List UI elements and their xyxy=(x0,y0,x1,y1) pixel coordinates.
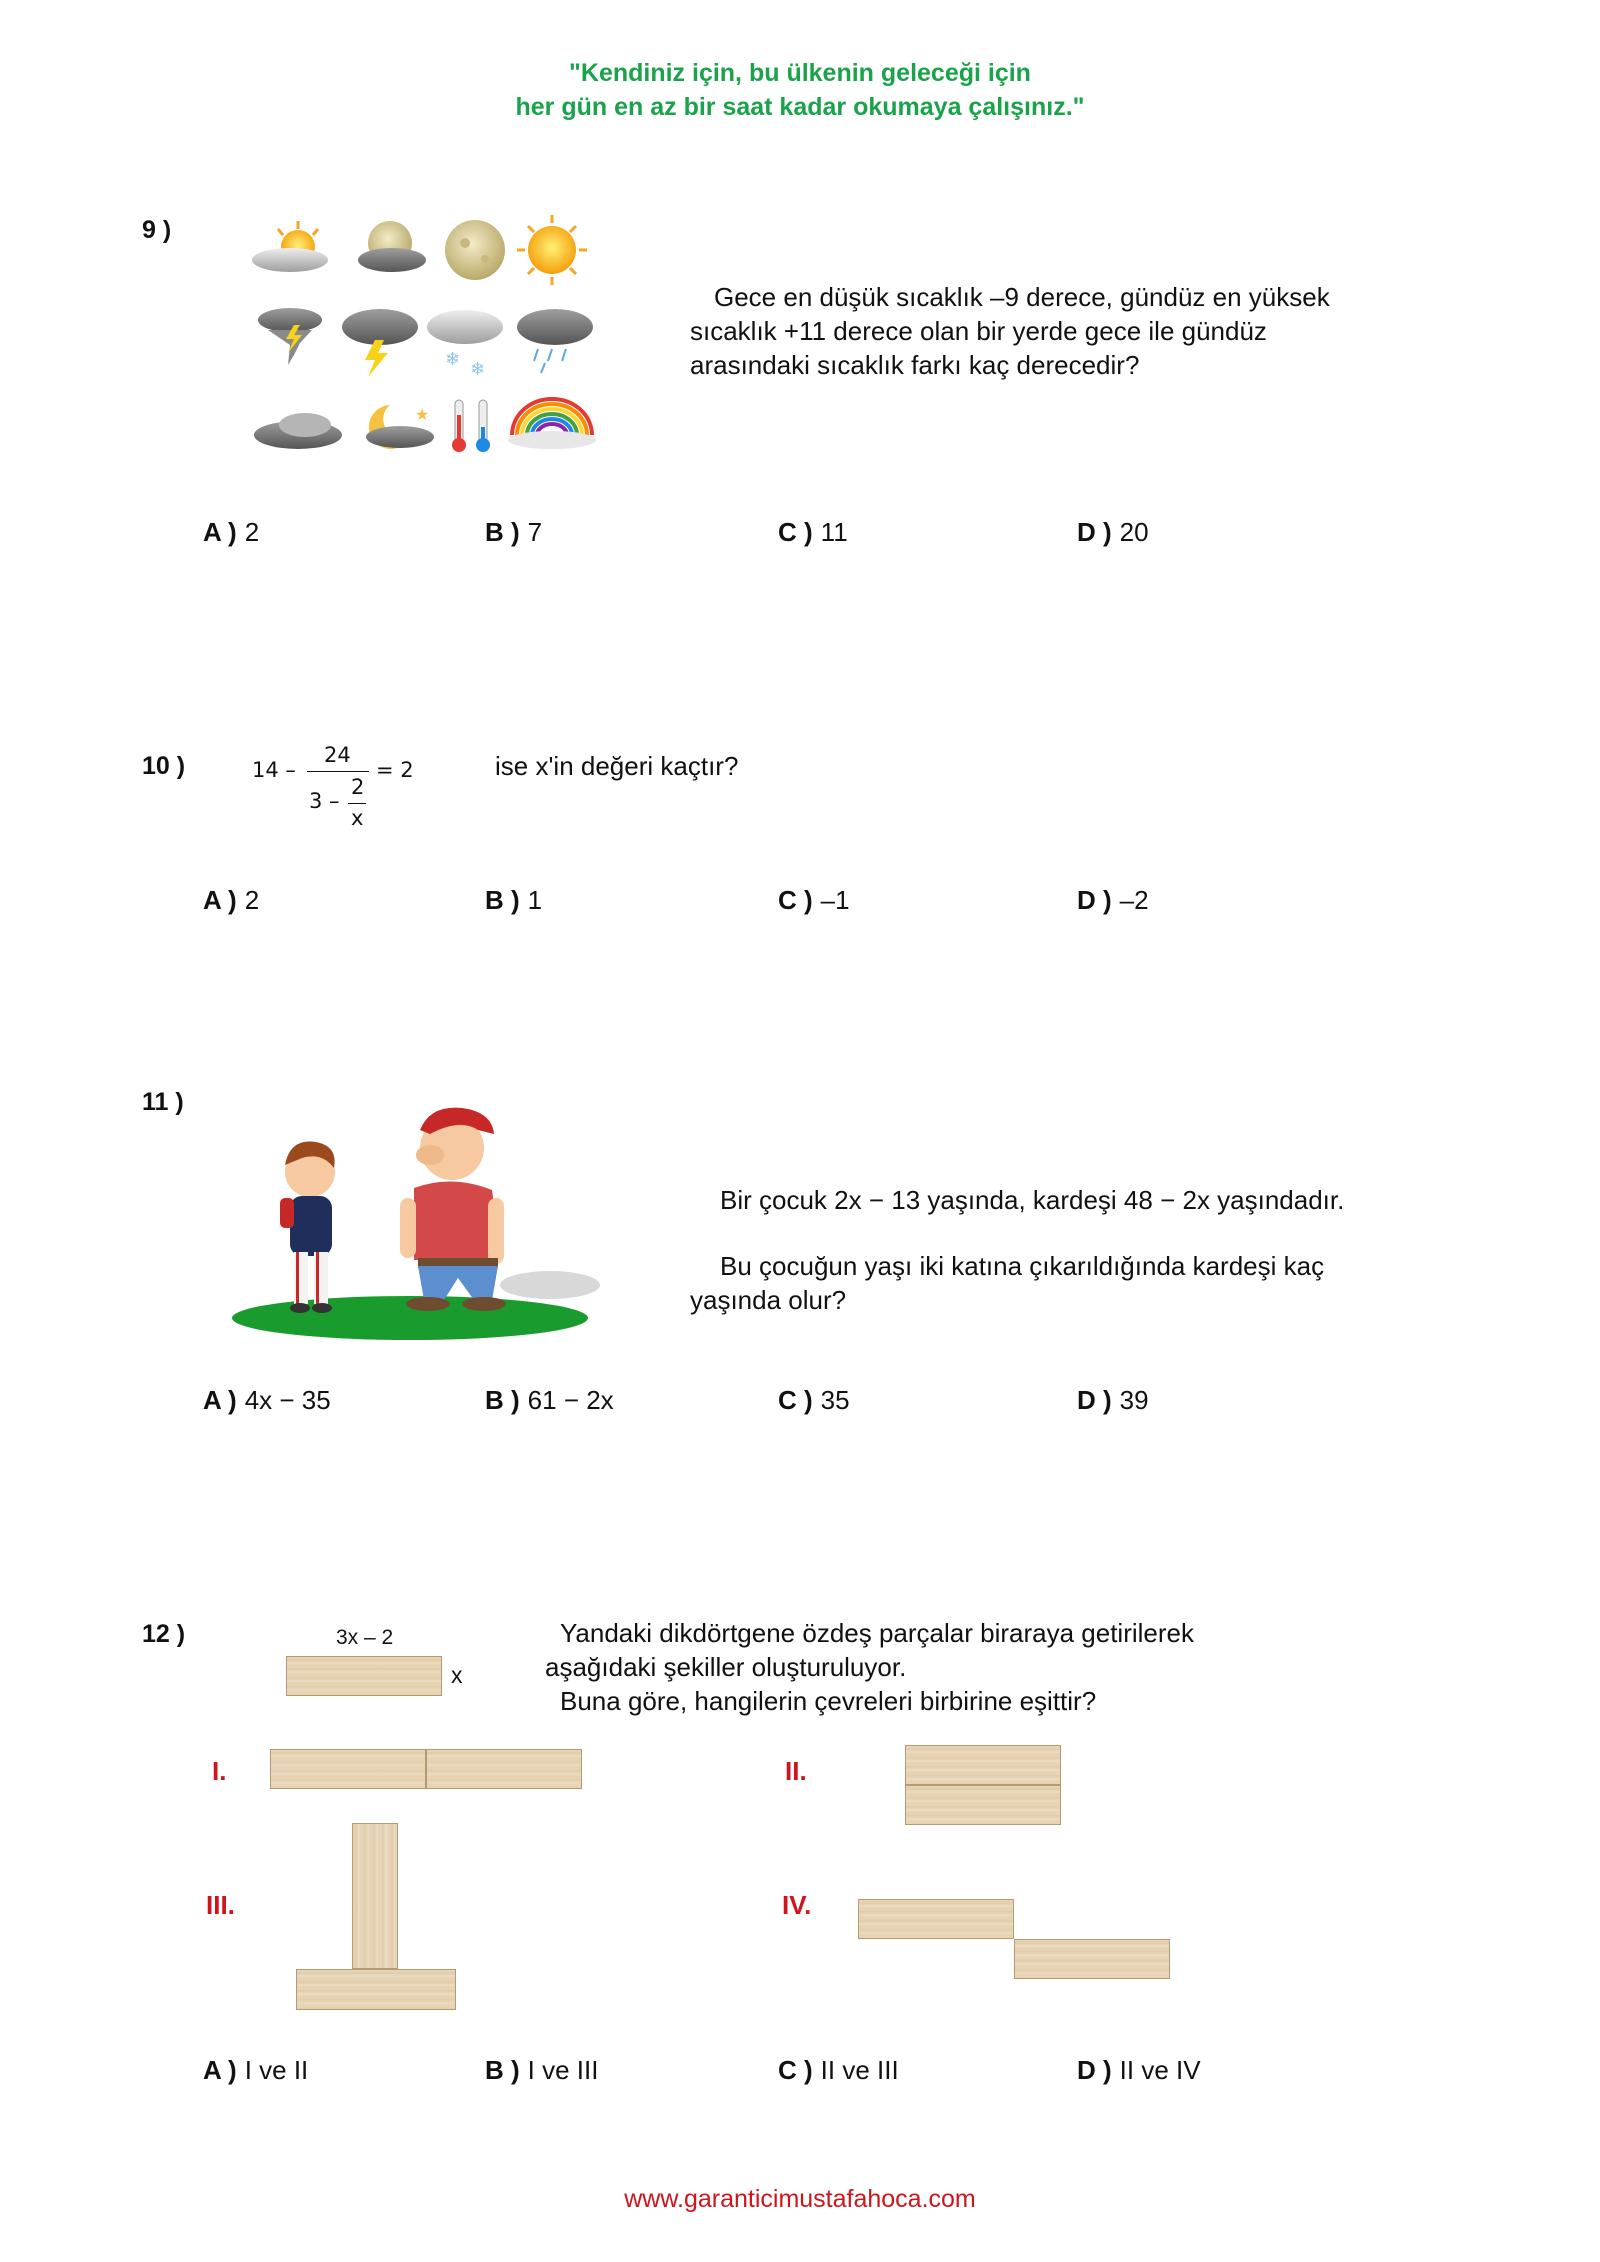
question-12-text xyxy=(545,1616,1545,1718)
option-letter: D ) xyxy=(1077,517,1112,547)
option-letter: A ) xyxy=(203,885,237,915)
sun-cloud-icon xyxy=(252,221,328,272)
thermometer-icon xyxy=(452,400,490,452)
header-quote xyxy=(0,56,1600,124)
weather-icons-grid xyxy=(250,215,602,475)
question-12-line-3: Buna göre, hangilerin çevreleri birbirine eşittir? xyxy=(560,1686,1097,1716)
option-value: 61 − 2x xyxy=(527,1385,614,1415)
figure-ii-piece-2 xyxy=(905,1785,1061,1825)
eq-numerator: 24 xyxy=(324,743,351,767)
footer-url[interactable]: www.garanticimustafahoca.com xyxy=(624,2185,976,2213)
question-10-number: 10 ) xyxy=(142,752,186,780)
figure-iii-vertical-piece xyxy=(352,1823,398,1969)
svg-text:❄: ❄ xyxy=(470,359,486,379)
option-value: II ve IV xyxy=(1119,2055,1201,2085)
option-value: –2 xyxy=(1119,885,1149,915)
figure-ii-piece-1 xyxy=(905,1745,1061,1785)
question-9-number: 9 ) xyxy=(142,216,172,244)
eq-main-fraction-bar xyxy=(307,771,369,772)
boy-figure xyxy=(280,1141,335,1313)
q10-equation xyxy=(252,740,432,840)
question-11-text-2a: Bu çocuğun yaşı iki katına çıkarıldığında kardeşi kaç xyxy=(720,1251,1325,1281)
option-value: 2 xyxy=(244,885,260,915)
eq-denominator-left: 3 – xyxy=(309,789,340,813)
sun-icon xyxy=(517,215,587,285)
option-value: 11 xyxy=(820,517,848,547)
cloud-icon xyxy=(254,413,342,449)
night-cloud-icon xyxy=(366,405,434,449)
question-11-text-2b: yaşında olur? xyxy=(690,1285,847,1315)
q11-option-c[interactable] xyxy=(778,1385,850,1416)
q12-option-b[interactable] xyxy=(485,2055,598,2086)
q12-option-d[interactable] xyxy=(1077,2055,1201,2086)
option-value: 1 xyxy=(527,885,543,915)
q11-option-d[interactable] xyxy=(1077,1385,1149,1416)
option-letter: B ) xyxy=(485,1385,520,1415)
q10-option-b[interactable] xyxy=(485,885,542,916)
eq-outer-left: 14 – xyxy=(252,758,296,782)
q9-option-a[interactable] xyxy=(203,517,259,548)
q9-option-c[interactable] xyxy=(778,517,848,548)
question-9-line-2: sıcaklık +11 derece olan bir yerde gece ile gündüz xyxy=(690,316,1267,346)
option-value: I ve II xyxy=(244,2055,309,2085)
q11-option-a[interactable] xyxy=(203,1385,331,1416)
q9-option-b[interactable] xyxy=(485,517,542,548)
option-value: 20 xyxy=(1119,517,1149,547)
option-value: 35 xyxy=(820,1385,850,1415)
figure-iii-horizontal-piece xyxy=(296,1969,456,2010)
snow-cloud-icon xyxy=(427,310,503,379)
eq-inner-fraction-bar xyxy=(348,803,366,804)
figure-label-iii: III. xyxy=(206,1890,235,1920)
figure-i-piece-2 xyxy=(426,1749,582,1789)
q10-option-a[interactable] xyxy=(203,885,259,916)
option-value: 4x − 35 xyxy=(244,1385,331,1415)
full-moon-icon xyxy=(445,220,505,280)
figure-label-i: I. xyxy=(212,1756,227,1786)
option-letter: D ) xyxy=(1077,2055,1112,2085)
option-value: I ve III xyxy=(527,2055,599,2085)
option-letter: B ) xyxy=(485,517,520,547)
question-9-line-3: arasındaki sıcaklık farkı kaç derecedir? xyxy=(690,350,1140,380)
figure-label-ii: II. xyxy=(785,1756,807,1786)
option-value: 7 xyxy=(527,517,543,547)
question-11-number: 11 ) xyxy=(142,1088,184,1116)
option-letter: C ) xyxy=(778,885,813,915)
question-12-line-1: Yandaki dikdörtgene özdeş parçalar biraraya getirilerek xyxy=(560,1618,1194,1648)
figure-iv-piece-1 xyxy=(858,1899,1014,1939)
figure-label-iv: IV. xyxy=(782,1890,812,1920)
q9-option-d[interactable] xyxy=(1077,517,1149,548)
option-letter: A ) xyxy=(203,1385,237,1415)
option-letter: A ) xyxy=(203,517,237,547)
figure-iv-piece-2 xyxy=(1014,1939,1170,1979)
quote-line-2: her gün en az bir saat kadar okumaya çalışınız." xyxy=(515,93,1085,121)
q10-option-d[interactable] xyxy=(1077,885,1149,916)
rain-cloud-icon xyxy=(517,309,593,373)
moon-cloud-icon xyxy=(358,221,426,272)
option-value: 2 xyxy=(244,517,260,547)
eq-inner-numerator: 2 xyxy=(351,775,365,799)
option-letter: C ) xyxy=(778,517,813,547)
question-11-text-1: Bir çocuk 2x − 13 yaşında, kardeşi 48 − 2x yaşındadır. xyxy=(720,1185,1345,1215)
q12-option-c[interactable] xyxy=(778,2055,899,2086)
option-value: –1 xyxy=(820,885,850,915)
quote-line-1: "Kendiniz için, bu ülkenin geleceği için xyxy=(569,59,1031,87)
question-12-number: 12 ) xyxy=(142,1620,186,1648)
question-9-line-1: Gece en düşük sıcaklık –9 derece, gündüz en yüksek xyxy=(714,282,1330,312)
option-value: II ve III xyxy=(820,2055,899,2085)
option-letter: C ) xyxy=(778,1385,813,1415)
thunderstorm-icon xyxy=(342,309,418,377)
q10-option-c[interactable] xyxy=(778,885,850,916)
q12-dim-length: 3x – 2 xyxy=(336,1626,394,1649)
q11-option-b[interactable] xyxy=(485,1385,614,1416)
svg-text:❄: ❄ xyxy=(445,349,461,369)
svg-text:★: ★ xyxy=(415,407,430,424)
option-value: 39 xyxy=(1119,1385,1149,1415)
eq-inner-denominator: x xyxy=(351,806,364,830)
option-letter: B ) xyxy=(485,885,520,915)
rainbow-icon xyxy=(508,399,596,449)
question-10-text: ise x'in değeri kaçtır? xyxy=(495,751,739,781)
q12-reference-rectangle xyxy=(286,1656,442,1696)
q12-dim-width: x xyxy=(451,1662,463,1688)
option-letter: B ) xyxy=(485,2055,520,2085)
question-12-line-2: aşağıdaki şekiller oluşturuluyor. xyxy=(545,1652,907,1682)
question-9-text xyxy=(690,280,1430,382)
option-letter: D ) xyxy=(1077,1385,1112,1415)
eq-right: = 2 xyxy=(376,758,414,782)
figure-i-piece-1 xyxy=(270,1749,426,1789)
boy-and-man-illustration xyxy=(230,1100,600,1340)
tornado-icon xyxy=(258,308,322,365)
option-letter: D ) xyxy=(1077,885,1112,915)
man-figure xyxy=(400,1108,506,1311)
q12-option-a[interactable] xyxy=(203,2055,308,2086)
option-letter: C ) xyxy=(778,2055,813,2085)
option-letter: A ) xyxy=(203,2055,237,2085)
